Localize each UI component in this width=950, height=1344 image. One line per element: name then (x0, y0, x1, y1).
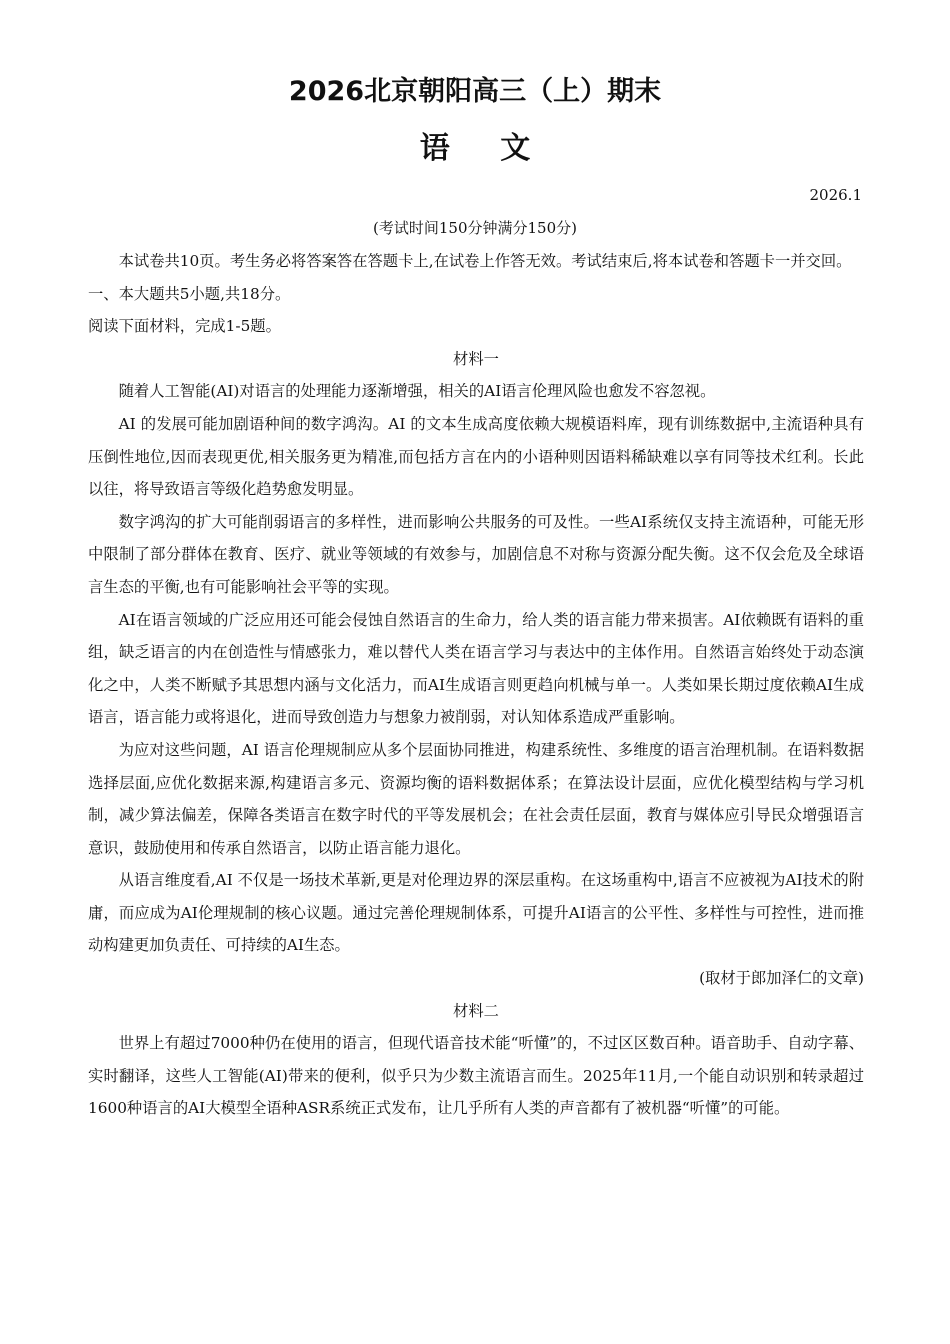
material1-paragraph: AI 的发展可能加剧语种间的数字鸿沟。AI 的文本生成高度依赖大规模语料库，现有训练数据中,主流语种具有压倒性地位,因而表现更优,相关服务更为精准,而包括方言在内的小语种则因语料稀缺难以享有同等技术红利。长此以往，将导致语言等级化趋势愈发明显。 (88, 414, 864, 499)
section-heading: 一、本大题共5小题,共18分。 (88, 284, 291, 303)
material1-heading: 材料一 (453, 349, 499, 368)
exam-date: 2026.1 (809, 186, 862, 204)
material2-paragraph: 世界上有超过7000种仍在使用的语言，但现代语音技术能“听懂”的，不过区区数百种。语音助手、自动字幕、实时翻译，这些人工智能(AI)带来的便利，似乎只为少数主流语言而生。2025年11月,一个能自动识别和转录超过1600种语言的AI大模型全语种ASR系统正式发布，让几乎所有人类的声音都有了被机器“听懂”的可能。 (88, 1034, 864, 1118)
material1-paragraph: 从语言维度看,AI 不仅是一场技术革新,更是对伦理边界的深层重构。在这场重构中,语言不应被视为AI技术的附庸，而应成为AI伦理规制的核心议题。通过完善伦理规制体系，可提升AI语言的公平性、多样性与可控性，进而推动构建更加负责任、可持续的AI生态。 (88, 871, 864, 955)
exam-duration: (考试时间150分钟满分150分) (373, 219, 577, 237)
material1-source: (取材于郎加泽仁的文章) (699, 969, 864, 988)
material2-heading: 材料二 (453, 1001, 499, 1020)
exam-notice: 本试卷共10页。考生务必将答案答在答题卡上,在试卷上作答无效。考试结束后,将本试卷和答题卡一并交回。 (118, 252, 852, 270)
material1-paragraph: AI在语言领域的广泛应用还可能会侵蚀自然语言的生命力，给人类的语言能力带来损害。AI依赖既有语料的重组，缺乏语言的内在创造性与情感张力，难以替代人类在语言学习与表达中的主体作用。自然语言始终处于动态演化之中，人类不断赋予其思想内涵与文化活力，而AI生成语言则更趋向机械与单一。人类如果长期过度依赖AI生成语言，语言能力或将退化，进而导致创造力与想象力被削弱，对认知体系造成严重影响。 (88, 610, 864, 727)
exam-title: 2026北京朝阳高三（上）期末 (288, 76, 662, 107)
reading-prompt: 阅读下面材料，完成1-5题。 (88, 317, 281, 336)
material1-paragraph: 数字鸿沟的扩大可能削弱语言的多样性，进而影响公共服务的可及性。一些AI系统仅支持主流语种，可能无形中限制了部分群体在教育、医疗、就业等领域的有效参与，加剧信息不对称与资源分配失衡。这不仅会危及全球语言生态的平衡,也有可能影响社会平等的实现。 (88, 512, 864, 596)
material1-paragraph: 随着人工智能(AI)对语言的处理能力逐渐增强，相关的AI语言伦理风险也愈发不容忽视。 (118, 382, 716, 401)
material1-paragraph: 为应对这些问题，AI 语言伦理规制应从多个层面协同推进，构建系统性、多维度的语言治理机制。在语料数据选择层面,应优化数据来源,构建语言多元、资源均衡的语料数据体系；在算法设计层面，应优化模型结构与学习机制，减少算法偏差，保障各类语言在数字时代的平等发展机会；在社会责任层面，教育与媒体应引导民众增强语言意识，鼓励使用和传承自然语言，以防止语言能力退化。 (88, 740, 864, 857)
subject-title: 语 文 (419, 131, 531, 166)
exam-body (88, 245, 864, 1125)
